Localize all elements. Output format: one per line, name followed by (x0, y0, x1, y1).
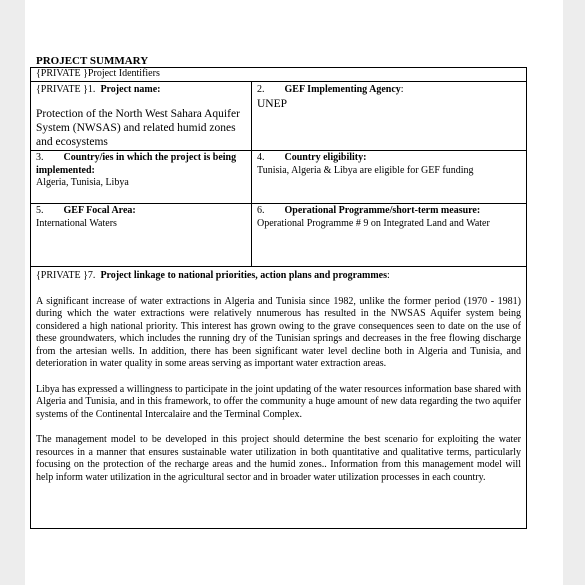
project-name-value: Protection of the North West Sahara Aquifer System (NWSAS) and related humid zones and ecosystems (36, 108, 240, 148)
focal-area-cell (31, 204, 252, 267)
linkage-paragraph-2: Libya has expressed a willingness to participate in the joint updating of the water resources information base shared with Algeria and Tunisia, and in this framework, to offer the community a huge amount of new data regarding the two aquifer systems of the Continental Intercalaire and the Terminal Complex. (36, 383, 521, 420)
country-eligibility-value: Tunisia, Algeria & Libya are eligible for GEF funding (257, 164, 474, 176)
cell6-label: Operational Programme/short-term measure: (284, 205, 481, 216)
cell1-label: Project name: (100, 83, 161, 95)
implementing-agency-value: UNEP (257, 98, 288, 110)
operational-programme-cell (252, 204, 527, 267)
cell6-num: 6. (257, 205, 265, 216)
cell3-label: Country/ies in which the project is being implemented: (36, 152, 237, 176)
linkage-paragraph-1: A significant increase of water extractions in Algeria and Tunisia since 1982, unlike the former period (1970 - 1981) during which the water extractions were relatively nnumerous has resulted in the NWSAS Aquifer system being considered a high national priority. This interest has grown owing to the grave consequences seen to date on the use of these groundwaters, which includes the running dry of the Tunisian springs and decreases in the free flowing discharge from the artesian wells. In addition, there has been significant water level decline both in Algeria and Tunisia, and deterioration in water quality in some areas serving as important water extraction areas. (36, 295, 521, 369)
project-linkage-cell (31, 267, 527, 529)
cell4-num: 4. (257, 152, 265, 163)
cell7-prefix: {PRIVATE }7. (36, 270, 96, 281)
cell2-label: GEF Implementing Agency (284, 83, 401, 95)
cell2-colon: : (400, 83, 404, 95)
project-name-cell (31, 81, 252, 151)
country-cell (31, 151, 252, 204)
cell7-colon: : (387, 270, 390, 281)
operational-programme-value: Operational Programme # 9 on Integrated Land and Water (257, 217, 490, 229)
page-title: PROJECT SUMMARY (36, 55, 149, 67)
cell5-num: 5. (36, 205, 44, 216)
identifiers-header: {PRIVATE }Project Identifiers (31, 68, 527, 82)
cell2-num: 2. (257, 83, 265, 95)
cell7-label: Project linkage to national priorities, action plans and programmes (100, 270, 388, 281)
linkage-paragraph-3: The management model to be developed in this project should determine the best scenario for exploiting the water resources in a manner that ensures sustainable water utilization in both quantitative and qualitative terms, particularly focusing on the protection of the recharge areas and the humid zones.. Information from this management model will help inform water utilization in the agricultural sector and in broader water utilization processes in each country. (36, 434, 521, 483)
project-summary-table (30, 67, 527, 529)
focal-area-value: International Waters (36, 217, 117, 229)
implementing-agency-cell (252, 81, 527, 151)
cell5-label: GEF Focal Area: (63, 205, 136, 216)
cell1-prefix: {PRIVATE }1. (36, 83, 96, 95)
country-value: Algeria, Tunisia, Libya (36, 177, 129, 188)
cell4-label: Country eligibility: (284, 152, 367, 163)
country-eligibility-cell (252, 151, 527, 204)
cell3-num: 3. (36, 152, 44, 163)
